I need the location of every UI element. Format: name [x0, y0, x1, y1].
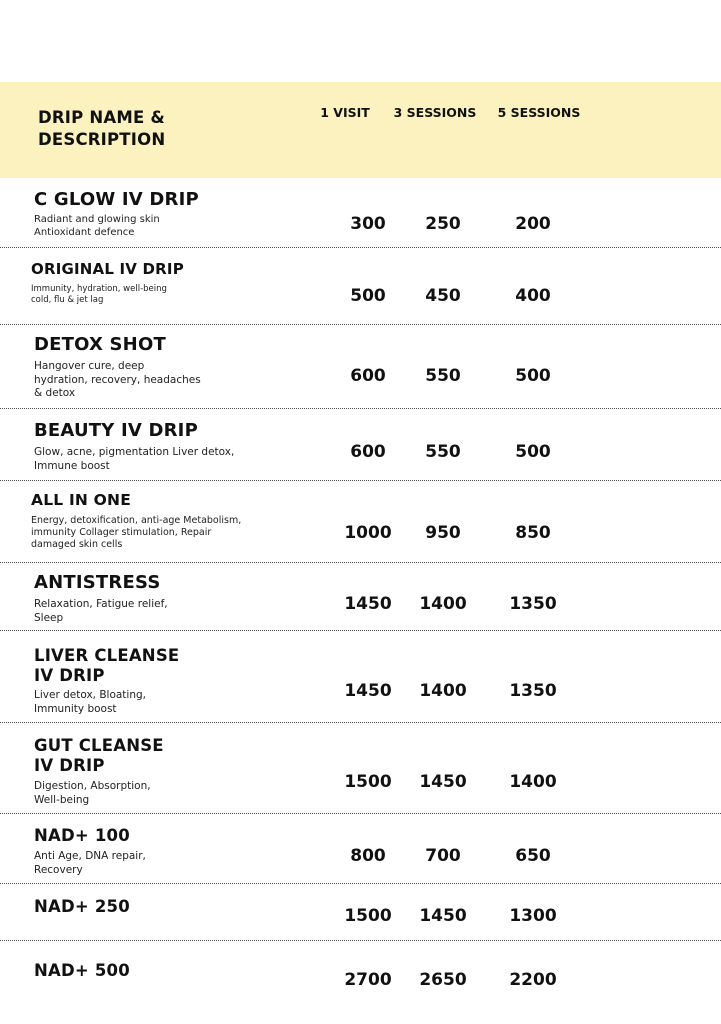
drip-name: ORIGINAL IV DRIP: [31, 260, 184, 278]
price-5-sessions: 1300: [509, 906, 557, 926]
drip-name: BEAUTY IV DRIP: [34, 420, 198, 441]
price-1-visit: 1500: [344, 906, 392, 926]
drip-name: NAD+ 250: [34, 897, 130, 916]
header-3-sessions: 3 SESSIONS: [393, 105, 477, 120]
drip-name: C GLOW IV DRIP: [34, 189, 199, 210]
drip-description: Hangover cure, deep hydration, recovery, headaches & detox: [34, 360, 201, 399]
price-5-sessions: 1350: [509, 594, 557, 614]
price-3-sessions: 550: [425, 442, 461, 462]
table-row: [0, 325, 721, 409]
table-header: [0, 82, 721, 178]
price-3-sessions: 700: [425, 846, 461, 866]
table-row: [0, 178, 721, 248]
price-5-sessions: 650: [515, 846, 551, 866]
price-3-sessions: 1400: [419, 594, 467, 614]
drip-description: Liver detox, Bloating, Immunity boost: [34, 689, 146, 715]
table-row: [0, 631, 721, 723]
price-3-sessions: 1450: [419, 906, 467, 926]
drip-description: Radiant and glowing skin Antioxidant defence: [34, 214, 160, 238]
price-1-visit: 1450: [344, 681, 392, 701]
table-row: [0, 409, 721, 481]
price-5-sessions: 1350: [509, 681, 557, 701]
price-1-visit: 600: [350, 442, 386, 462]
price-3-sessions: 950: [425, 523, 461, 543]
price-5-sessions: 2200: [509, 970, 557, 990]
table-row: [0, 941, 721, 1024]
header-5-sessions: 5 SESSIONS: [497, 105, 581, 120]
drip-description: Energy, detoxification, anti-age Metabolism, immunity Collager stimulation, Repair damaged skin cells: [31, 515, 242, 550]
drip-name: ANTISTRESS: [34, 572, 161, 593]
drip-description: Relaxation, Fatigue relief, Sleep: [34, 598, 168, 624]
price-5-sessions: 500: [515, 366, 551, 386]
price-3-sessions: 1450: [419, 772, 467, 792]
drip-name: NAD+ 100: [34, 826, 130, 845]
price-3-sessions: 550: [425, 366, 461, 386]
drip-description: Digestion, Absorption, Well-being: [34, 780, 151, 806]
price-1-visit: 1450: [344, 594, 392, 614]
price-5-sessions: 200: [515, 214, 551, 234]
drip-name: GUT CLEANSE IV DRIP: [34, 736, 164, 775]
drip-description: Anti Age, DNA repair, Recovery: [34, 850, 146, 876]
table-row: [0, 563, 721, 631]
drip-name: ALL IN ONE: [31, 491, 132, 509]
price-1-visit: 600: [350, 366, 386, 386]
drip-name: LIVER CLEANSE IV DRIP: [34, 646, 180, 685]
price-3-sessions: 1400: [419, 681, 467, 701]
price-1-visit: 300: [350, 214, 386, 234]
price-5-sessions: 400: [515, 286, 551, 306]
price-1-visit: 800: [350, 846, 386, 866]
drip-name: NAD+ 500: [34, 961, 130, 980]
table-row: [0, 884, 721, 941]
header-title: DRIP NAME & DESCRIPTION: [38, 108, 166, 149]
price-1-visit: 1500: [344, 772, 392, 792]
drip-description: Glow, acne, pigmentation Liver detox, Immune boost: [34, 446, 235, 472]
price-3-sessions: 450: [425, 286, 461, 306]
header-1-visit: 1 VISIT: [320, 105, 370, 120]
price-3-sessions: 250: [425, 214, 461, 234]
price-3-sessions: 2650: [419, 970, 467, 990]
table-row: [0, 723, 721, 814]
price-5-sessions: 1400: [509, 772, 557, 792]
table-row: [0, 814, 721, 884]
price-5-sessions: 850: [515, 523, 551, 543]
price-1-visit: 500: [350, 286, 386, 306]
table-row: [0, 248, 721, 325]
drip-description: Immunity, hydration, well-being cold, flu & jet lag: [31, 284, 167, 305]
price-1-visit: 2700: [344, 970, 392, 990]
price-1-visit: 1000: [344, 523, 392, 543]
price-5-sessions: 500: [515, 442, 551, 462]
drip-name: DETOX SHOT: [34, 334, 166, 355]
table-row: [0, 481, 721, 563]
